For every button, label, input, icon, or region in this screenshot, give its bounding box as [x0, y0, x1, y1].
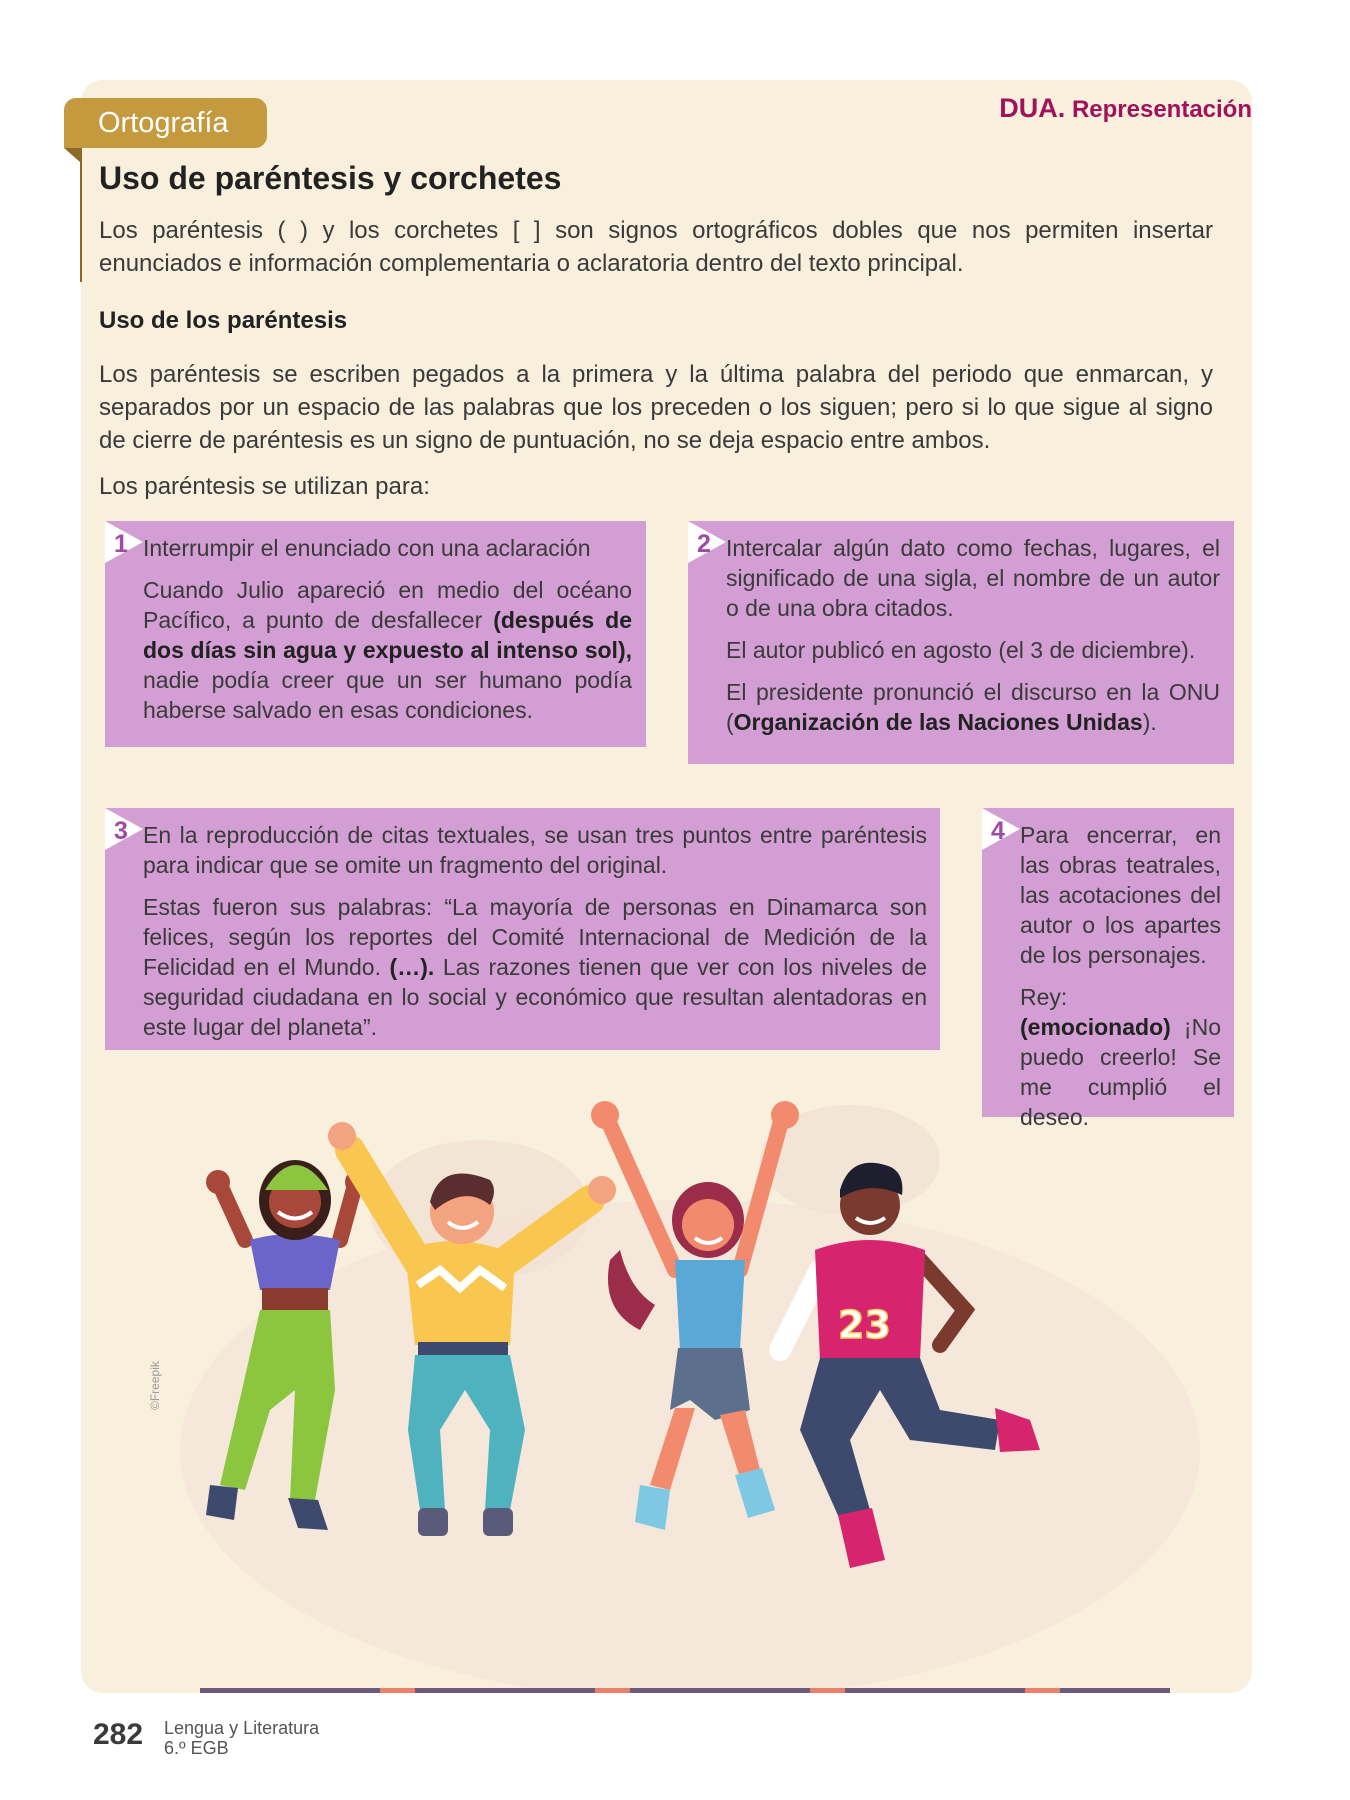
subtitle: Uso de los paréntesis — [99, 307, 348, 334]
example-bold: (emocionado) — [1020, 1014, 1171, 1040]
use-box-1 — [105, 521, 646, 747]
example-text: Cuando Julio apareció en medio del océano Pacífico, a punto de desfallecer — [143, 577, 632, 633]
box-example — [726, 677, 1220, 737]
example-text: El presidente pronunció el discurso en la ONU ( — [726, 679, 1220, 735]
box-text — [143, 820, 927, 1054]
use-box-3 — [105, 808, 940, 1050]
grade-label: 6.º EGB — [164, 1738, 229, 1758]
box-heading: Interrumpir el enunciado con una aclaración — [143, 535, 591, 561]
section-tab: Ortografía — [64, 98, 267, 148]
dua-strong: DUA. — [999, 93, 1066, 123]
box-heading: Para encerrar, en las obras teatrales, las acotaciones del autor o los apartes de los personajes. — [1020, 822, 1221, 968]
box-number: 2 — [697, 530, 711, 558]
box-heading: En la reproducción de citas textuales, se usan tres puntos entre paréntesis para indicar que se omite un fragmento del original. — [143, 822, 927, 878]
example-text: Rey: — [1020, 984, 1068, 1010]
intro-paragraph: Los paréntesis ( ) y los corchetes [ ] son signos ortográficos dobles que nos permiten insertar enunciados e información complementaria o aclaratoria dentro del texto principal. — [99, 217, 1213, 277]
box-example — [143, 575, 632, 725]
example-bold: (…). — [389, 954, 435, 980]
box-example: El autor publicó en agosto (el 3 de diciembre). — [726, 637, 1196, 663]
left-rule — [80, 148, 82, 282]
example-bold: Organización de las Naciones Unidas — [733, 709, 1143, 735]
example-text: nadie podía creer que un ser humano podía haberse salvado en esas condiciones. — [143, 667, 632, 723]
footer-subject — [164, 1718, 319, 1758]
example-text: Las razones tienen que ver con los niveles de seguridad ciudadana en lo social y económico que resultan alentadoras en este lugar del planeta”. — [143, 954, 927, 1040]
dancing-people-illustration — [150, 1090, 1200, 1690]
page-title: Uso de paréntesis y corchetes — [99, 160, 562, 196]
box-example — [143, 892, 927, 1042]
use-box-2 — [688, 521, 1234, 764]
box-text — [726, 533, 1220, 749]
section-tab-fold — [64, 148, 80, 162]
example-text: ). — [1142, 709, 1157, 735]
use-box-4 — [982, 808, 1234, 1130]
box-number: 4 — [991, 817, 1005, 845]
image-credit: ©Freepik — [148, 1361, 162, 1410]
example-text: ¡No puedo creerlo! Se me cumplió el deseo. — [1020, 1014, 1221, 1130]
rule-paragraph: Los paréntesis se escriben pegados a la primera y la última palabra del periodo que enmarcan, y separados por un espacio de las palabras que los preceden o los siguen; pero si lo que sigue al signo de cierre de paréntesis es un signo de puntuación, no se deja espacio entre ambos. — [99, 361, 1213, 454]
box-number: 3 — [114, 817, 128, 845]
bottom-decorative-bar — [200, 1688, 1170, 1693]
box-text — [143, 533, 632, 737]
dua-label — [999, 93, 1252, 124]
dua-text: Representación — [1071, 96, 1252, 123]
subject-name: Lengua y Literatura — [164, 1718, 320, 1738]
page-number: 282 — [93, 1718, 144, 1751]
uses-intro: Los paréntesis se utilizan para: — [99, 473, 430, 500]
box-heading: Intercalar algún dato como fechas, lugares, el significado de una sigla, el nombre de un autor o de una obra citados. — [726, 535, 1220, 621]
box-number: 1 — [114, 530, 128, 558]
example-text: Estas fueron sus palabras: “La mayoría de personas en Dinamarca son felices, según los reportes del Comité Internacional de Medición de la Felicidad en el Mundo. — [143, 894, 927, 980]
jersey-number: 23 — [838, 1303, 891, 1347]
example-bold: (después de dos días sin agua y expuesto al intenso sol), — [143, 607, 632, 663]
